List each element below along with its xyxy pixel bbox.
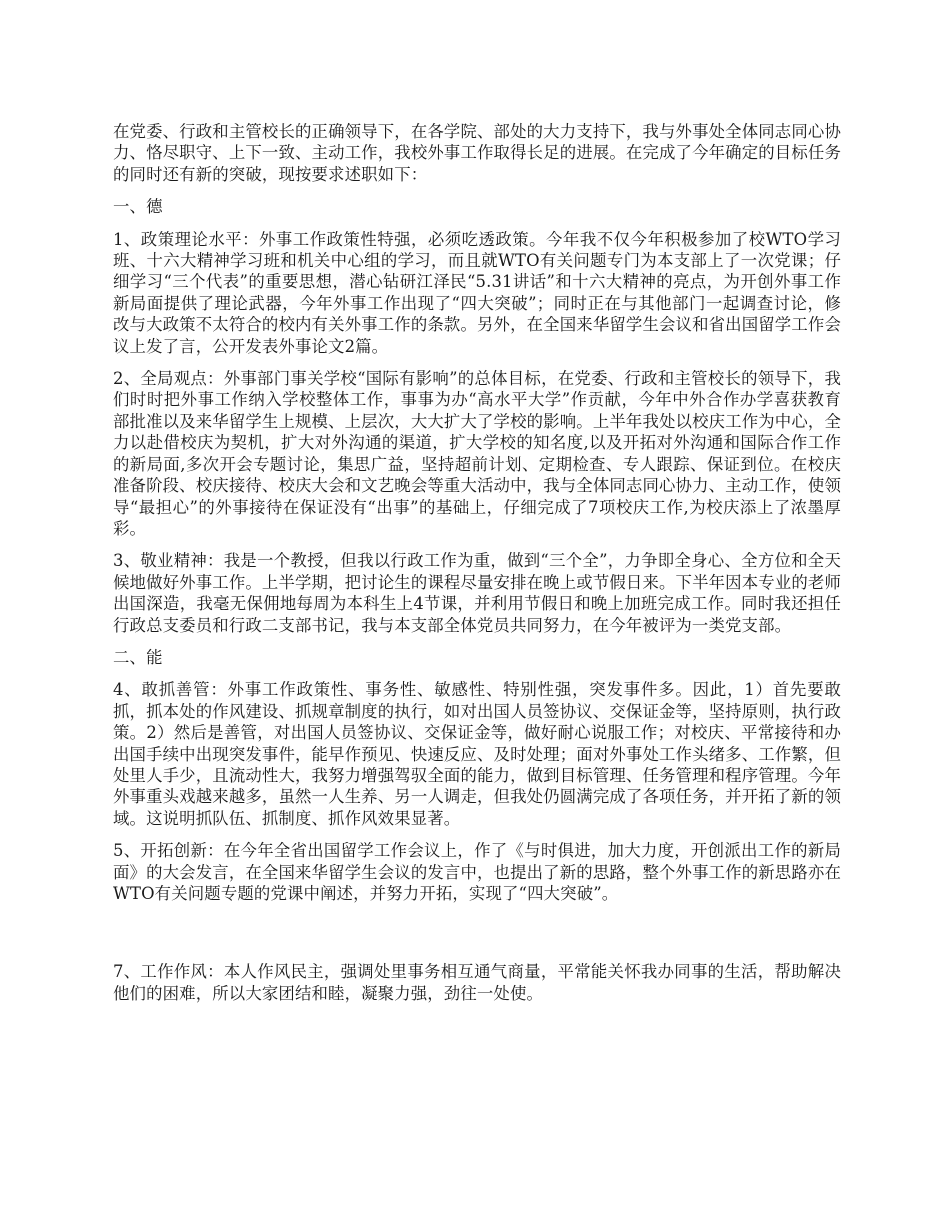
paragraph-work-style: 7、工作作风：本人作风民主，强调处里事务相互通气商量，平常能关怀我办同事的生活，帮助解决他们的困难，所以大家团结和睦，凝聚力强，劲往一处使。 xyxy=(113,962,841,1003)
paragraph-dedication: 3、敬业精神：我是一个教授，但我以行政工作为重，做到“三个全”，力争即全身心、全方位和全天候地做好外事工作。上半学期，把讨论生的课程尽量安排在晚上或节假日来。下半年因本专业的老师出国深造，我毫无保佣地每周为本科生上4节课，并利用节假日和晚上加班完成工作。同时我还担任行政总支委员和行政二支部书记，我与本支部全体党员共同努力，在今年被评为一类党支部。 xyxy=(113,551,841,635)
section-heading-de: 一、德 xyxy=(113,197,163,217)
intro-paragraph: 在党委、行政和主管校长的正确领导下，在各学院、部处的大力支持下，我与外事处全体同志同心协力、恪尽职守、上下一致、主动工作，我校外事工作取得长足的进展。在完成了今年确定的目标任务的同时还有新的突破，现按要求述职如下： xyxy=(113,122,841,184)
paragraph-management: 4、敢抓善管：外事工作政策性、事务性、敏感性、特别性强，突发事件多。因此，1）首先要敢抓，抓本处的作风建设、抓规章制度的执行，如对出国人员签协议、交保证金等，坚持原则，执行政策。2）然后是善管，对出国人员签协议、交保证金等，做好耐心说服工作；对校庆、平常接待和办出国手续中出现突发事件，能早作预见、快速反应、及时处理；面对外事处工作头绪多、工作繁，但处里人手少，且流动性大，我努力增强驾驭全面的能力，做到目标管理、任务管理和程序管理。今年外事重头戏越来越多，虽然一人生养、另一人调走，但我处仍圆满完成了各项任务，并开拓了新的领域。这说明抓队伍、抓制度、抓作风效果显著。 xyxy=(113,680,841,828)
section-heading-neng: 二、能 xyxy=(113,647,163,667)
paragraph-policy-theory: 1、政策理论水平：外事工作政策性特强，必须吃透政策。今年我不仅今年积极参加了校WTO学习班、十六大精神学习班和机关中心组的学习，而且就WTO有关问题专门为本支部上了一次党课；仔细学习“三个代表”的重要思想，潜心钻研江泽民“5.31讲话”和十六大精神的亮点，为开创外事工作新局面提供了理论武器，今年外事工作出现了“四大突破”；同时正在与其他部门一起调查讨论，修改与大政策不太符合的校内有关外事工作的条款。另外，在全国来华留学生会议和省出国留学工作会议上发了言，公开发表外事论文2篇。 xyxy=(113,229,841,356)
document-body xyxy=(113,121,841,1015)
paragraph-innovation: 5、开拓创新：在今年全省出国留学工作会议上，作了《与时俱进，加大力度，开创派出工作的新局面》的大会发言，在全国来华留学生会议的发言中，也提出了新的思路，整个外事工作的新思路亦在WTO有关问题专题的党课中阐述，并努力开拓，实现了“四大突破”。 xyxy=(113,841,841,903)
blank-spacer xyxy=(113,915,841,961)
paragraph-overall-view: 2、全局观点：外事部门事关学校“国际有影响”的总体目标，在党委、行政和主管校长的领导下，我们时时把外事工作纳入学校整体工作，事事为办“高水平大学”作贡献，今年中外合作办学喜获教育部批准以及来华留学生上规模、上层次，大大扩大了学校的影响。上半年我处以校庆工作为中心，全力以赴借校庆为契机，扩大对外沟通的渠道，扩大学校的知名度,以及开拓对外沟通和国际合作工作的新局面,多次开会专题讨论，集思广益，坚持超前计划、定期检查、专人跟踪、保证到位。在校庆准备阶段、校庆接待、校庆大会和文艺晚会等重大活动中，我与全体同志同心协力、主动工作，使领导“最担心”的外事接待在保证没有“出事”的基础上，仔细完成了7项校庆工作,为校庆添上了浓墨厚彩。 xyxy=(113,369,841,538)
